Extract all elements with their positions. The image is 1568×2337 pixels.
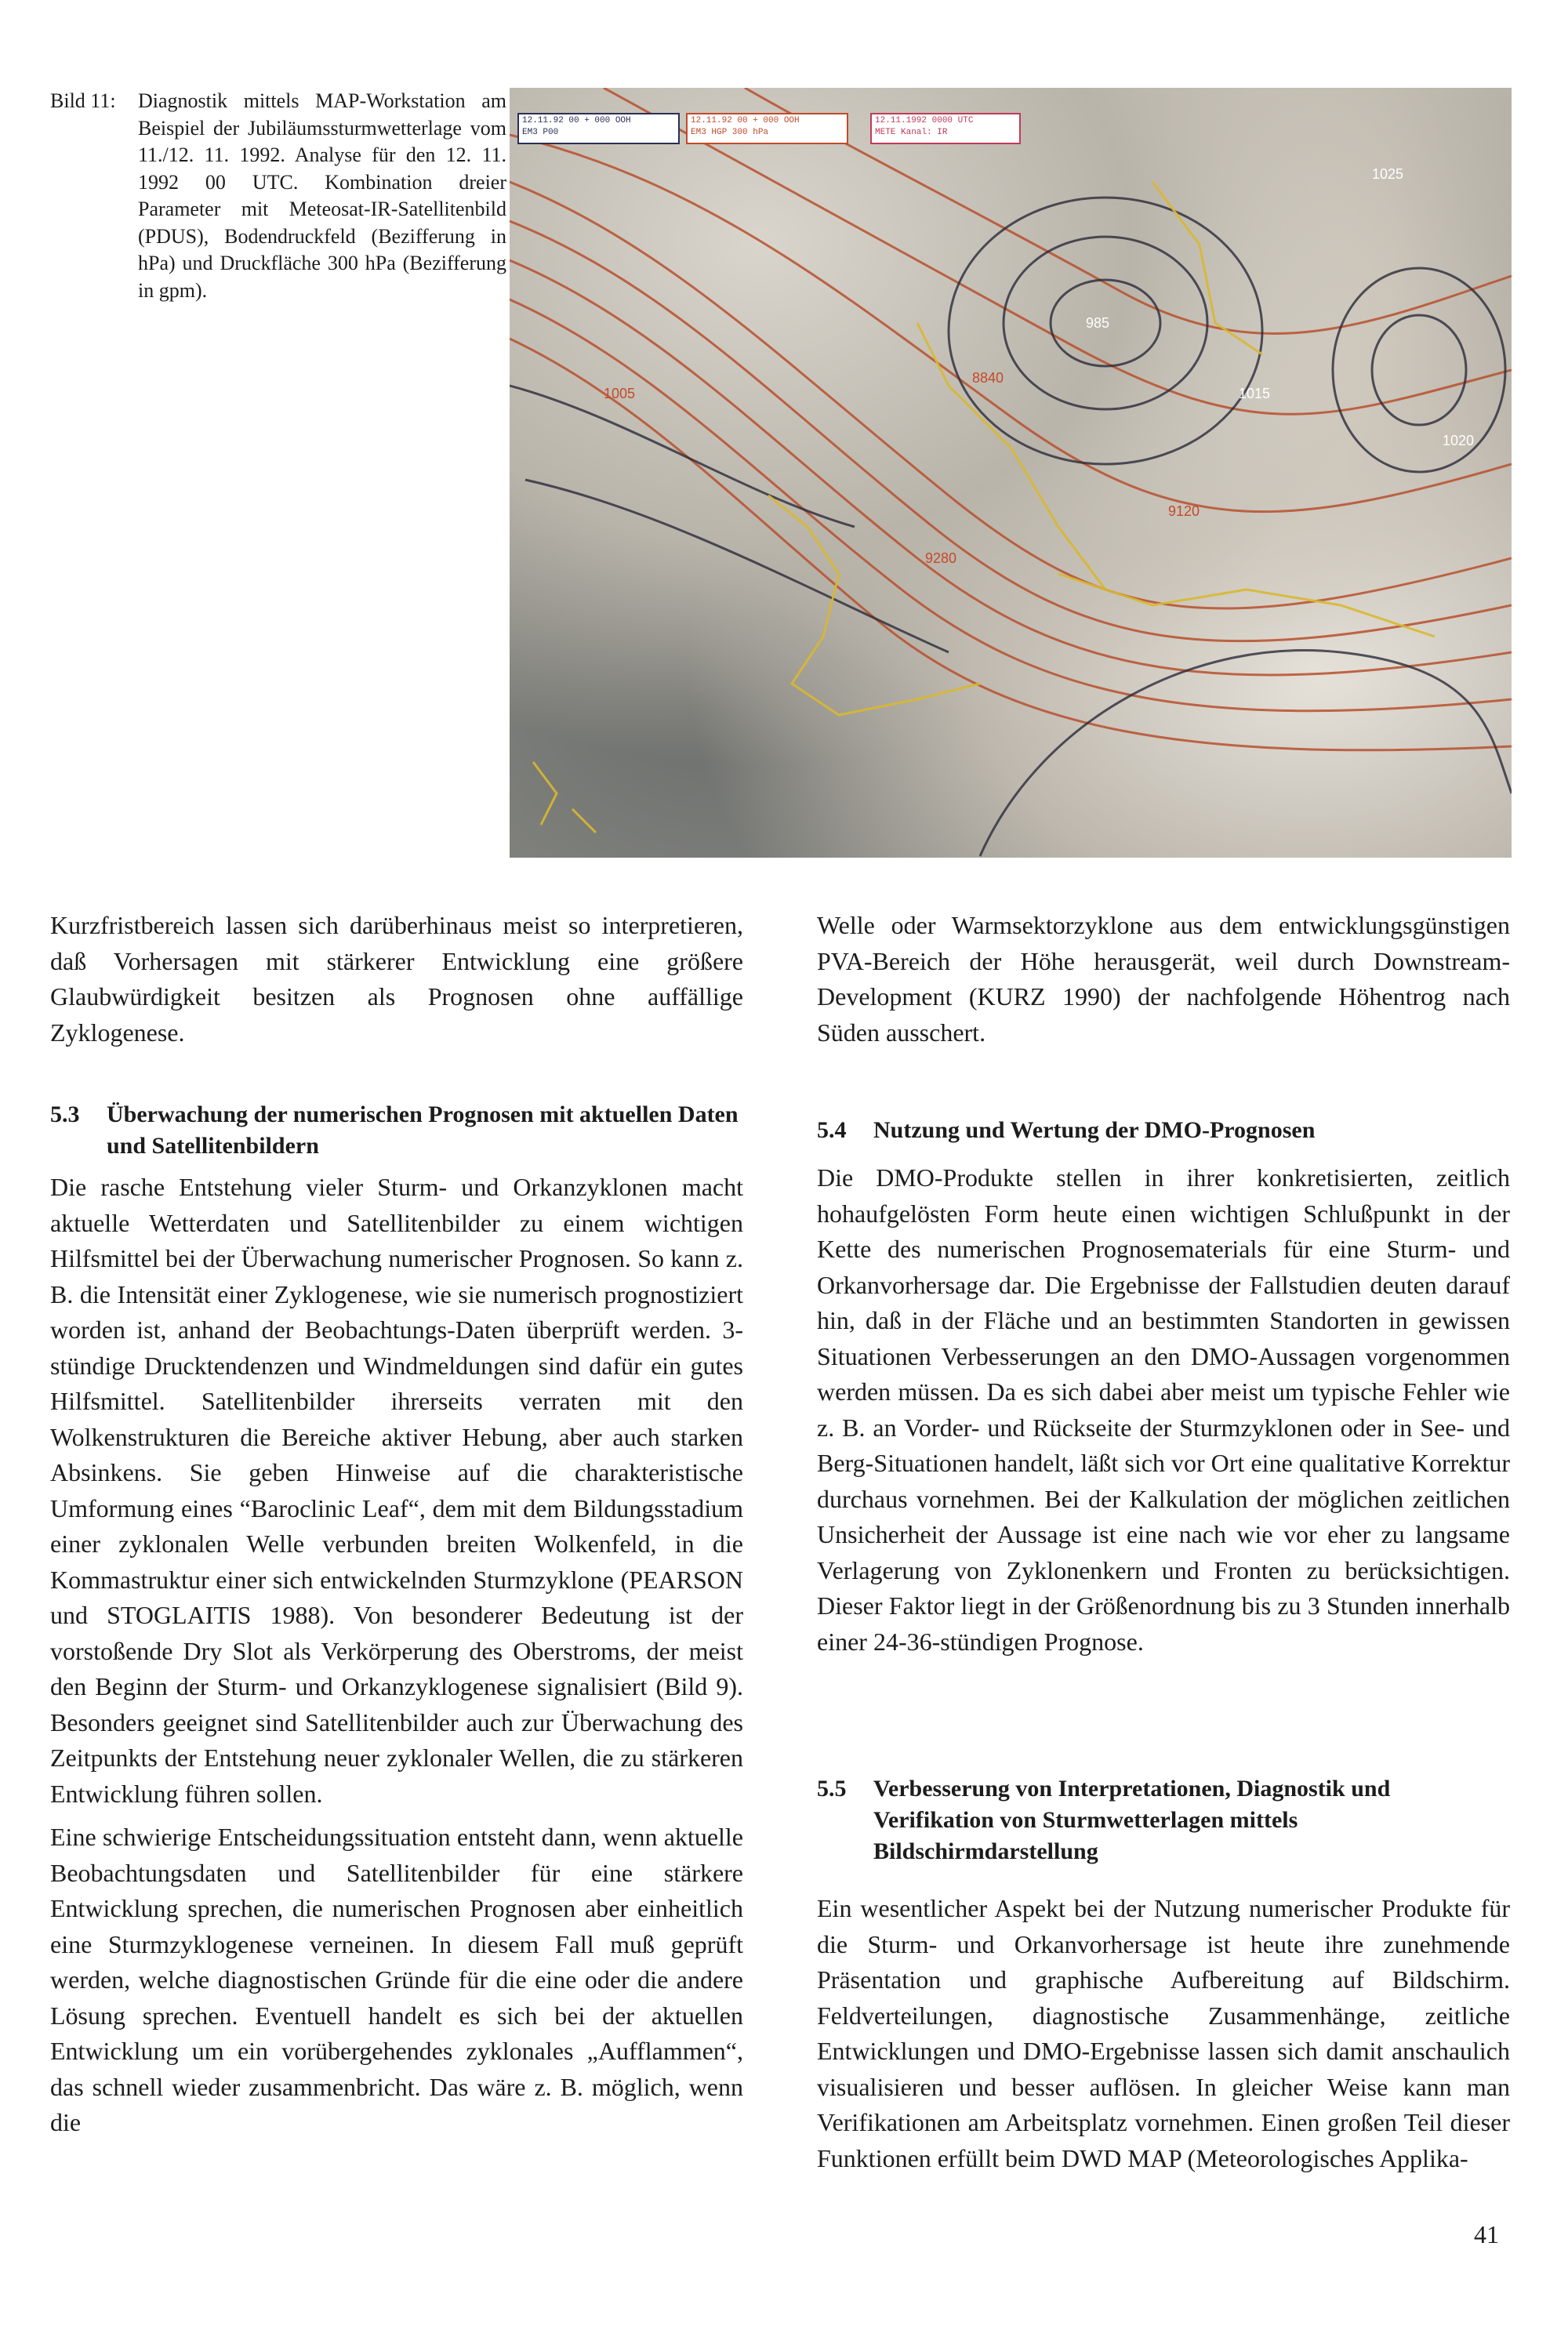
map-label-line: 12.11.1992 0000 UTC xyxy=(875,116,974,125)
satellite-map-figure xyxy=(510,88,1512,858)
section-number: 5.3 xyxy=(50,1101,80,1127)
right-column-intro xyxy=(817,908,1510,1058)
paragraph: Die DMO-Produkte stellen in ihrer konkretisierten, zeitlich hohaufgelösten Form heute einen wichtigen Schlußpunkt in der Kette des numerischen Prognosematerials für eine Sturm- und Orkanvorhersage dar. Die Ergebnisse der Fallstudien deuten darauf hin, daß in der Fläche und an bestimmten Standorten in gewissen Situationen Verbesserungen an den DMO-Aussagen vorgenommen werden müssen. Da es sich dabei aber meist um typische Fehler wie z. B. an Vorder- und Rückseite der Sturmzyklonen oder in See- und Berg-Situationen handelt, läßt sich vor Ort eine qualitative Korrektur durchaus vornehmen. Bei der Kalkulation der möglichen zeitlichen Unsicherheit der Aussage ist eine nach wie vor eher zu langsame Verlagerung von Zyklonenkern und Fronten zu berücksichtigen. Dieser Faktor liegt in der Größenordnung bis zu 3 Stunden innerhalb einer 24-36-stündigen Prognose. xyxy=(817,1163,1510,1656)
section-5-5-body xyxy=(817,1891,1510,2184)
section-title: Überwachung der numerischen Prognosen mit aktuellen Daten und Satellitenbildern xyxy=(107,1101,739,1159)
section-number: 5.4 xyxy=(817,1117,847,1143)
contour-label: 1025 xyxy=(1372,166,1404,182)
map-label-surface-pressure xyxy=(517,113,680,144)
contour-label: 1005 xyxy=(604,386,636,401)
page-number: 41 xyxy=(1474,2220,1499,2248)
contour-label: 9120 xyxy=(1168,503,1200,519)
paragraph: Die rasche Entstehung vieler Sturm- und Orkanzyklonen macht aktuelle Wetterdaten und Satellitenbilder zu einem wichtigen Hilfsmittel bei der Überwachung numerischer Prognosen. So kann z. B. die Intensität einer Zyklogenese, wie sie numerisch prognostiziert worden ist, anhand der Beobachtungs-Daten überprüft werden. 3-stündige Drucktendenzen und Windmeldungen sind dafür ein gutes Hilfsmittel. Satellitenbilder ihrerseits verraten mit den Wolkenstrukturen die Bereiche aktiver Hebung, aber auch starken Absinkens. Sie geben Hinweise auf die charakteristische Umformung eines “Baroclinic Leaf“, dem mit dem Bildungsstadium einer zyklonalen Welle verbunden breiten Wolkenfeld, in die Kommastruktur einer sich entwickelnden Sturmzyklone (PEARSON und STOGLAITIS 1988). Von besonderer Bedeutung ist der vorstoßende Dry Slot als Verkörperung des Oberstroms, der meist den Beginn der Sturm- und Orkanzyklogenese signalisiert (Bild 9). Besonders geeignet sind Satellitenbilder auch zur Überwachung des Zeitpunkts der Entstehung neuer zyklonaler Wellen, die zu stärkeren Entwicklung führen sollen. xyxy=(50,1173,743,1808)
geopotential-contours xyxy=(510,88,1512,750)
coastlines xyxy=(533,182,1435,833)
left-column-body xyxy=(50,1170,743,2149)
section-heading-5-3 xyxy=(50,1099,743,1162)
map-label-line: METE Kanal: IR xyxy=(875,128,948,137)
section-number: 5.5 xyxy=(817,1776,847,1802)
paragraph: Eine schwierige Entscheidungssituation entsteht dann, wenn aktuelle Beobachtungsdaten und Satellitenbilder für eine stärkere Entwicklung sprechen, die numerischen Prognosen aber einheitlich eine Sturmzyklogenese verneinen. In diesem Fall muß geprüft werden, welche diagnostischen Gründe für die eine oder die andere Lösung sprechen. Eventuell handelt es sich bei der aktuellen Entwicklung um ein vorübergehendes zyklonales „Aufflammen“, das schnell wieder zusammenbricht. Das wäre z. B. möglich, wenn die xyxy=(50,1823,743,2136)
map-label-line: EM3 HGP 300 hPa xyxy=(691,128,769,137)
map-contours xyxy=(510,88,1512,858)
section-heading-5-5 xyxy=(817,1773,1510,1867)
map-label-meteosat xyxy=(870,113,1021,144)
section-title: Verbesserung von Interpretationen, Diagnostik und Verifikation von Sturmwetterlagen mittels Bildschirmdarstellung xyxy=(873,1776,1391,1864)
section-heading-5-4 xyxy=(817,1115,1510,1146)
left-column-intro xyxy=(50,908,743,1058)
section-title: Nutzung und Wertung der DMO-Prognosen xyxy=(873,1117,1316,1143)
paragraph: Welle oder Warmsektorzyklone aus dem entwicklungsgünstigen PVA-Bereich der Höhe herausgerät, weil durch Downstream-Development (KURZ 1990) der nachfolgende Höhentrog nach Süden ausschert. xyxy=(817,911,1510,1047)
section-5-4-body xyxy=(817,1160,1510,1667)
paragraph: Ein wesentlicher Aspekt bei der Nutzung numerischer Produkte für die Sturm- und Orkanvorhersage ist heute ihre zunehmende Präsentation und graphische Aufbereitung auf Bildschirm. Feldverteilungen, diagnostische Zusammenhänge, zeitliche Entwicklungen und DMO-Ergebnisse lassen sich damit anschaulich visualisieren und besser auflösen. In gleicher Weise kann man Verifikationen am Arbeitsplatz vornehmen. Einen großen Teil dieser Funktionen erfüllt beim DWD MAP (Meteorologisches Applika- xyxy=(817,1894,1510,2172)
map-label-line: EM3 P00 xyxy=(522,128,559,137)
paragraph: Kurzfristbereich lassen sich darüberhinaus meist so interpretieren, daß Vorhersagen mit stärkerer Entwicklung eine größere Glaubwürdigkeit besitzen als Prognosen ohne auffällige Zyklogenese. xyxy=(50,911,743,1047)
contour-label: 1015 xyxy=(1239,386,1271,401)
map-label-300hpa xyxy=(686,113,848,144)
map-label-line: 12.11.92 00 + 000 OOH xyxy=(522,116,631,125)
isobars xyxy=(510,198,1512,856)
contour-label: 9280 xyxy=(925,550,957,566)
figure-caption-text: Diagnostik mittels MAP-Workstation am Beispiel der Jubiläumssturmwetterlage vom 11./12. 11. 1992. Analyse für den 12. 11. 1992 00 UTC. Kombination dreier Parameter mit Meteosat-IR-Satellitenbild (PDUS), Bodendruckfeld (Bezifferung in hPa) und Druckfläche 300 hPa (Bezifferung in gpm). xyxy=(138,89,506,302)
contour-label: 985 xyxy=(1086,315,1110,331)
contour-label: 8840 xyxy=(972,370,1004,386)
contour-label: 1020 xyxy=(1443,433,1475,448)
map-label-line: 12.11.92 00 + 000 OOH xyxy=(691,116,800,125)
figure-label: Bild 11: xyxy=(50,89,116,112)
